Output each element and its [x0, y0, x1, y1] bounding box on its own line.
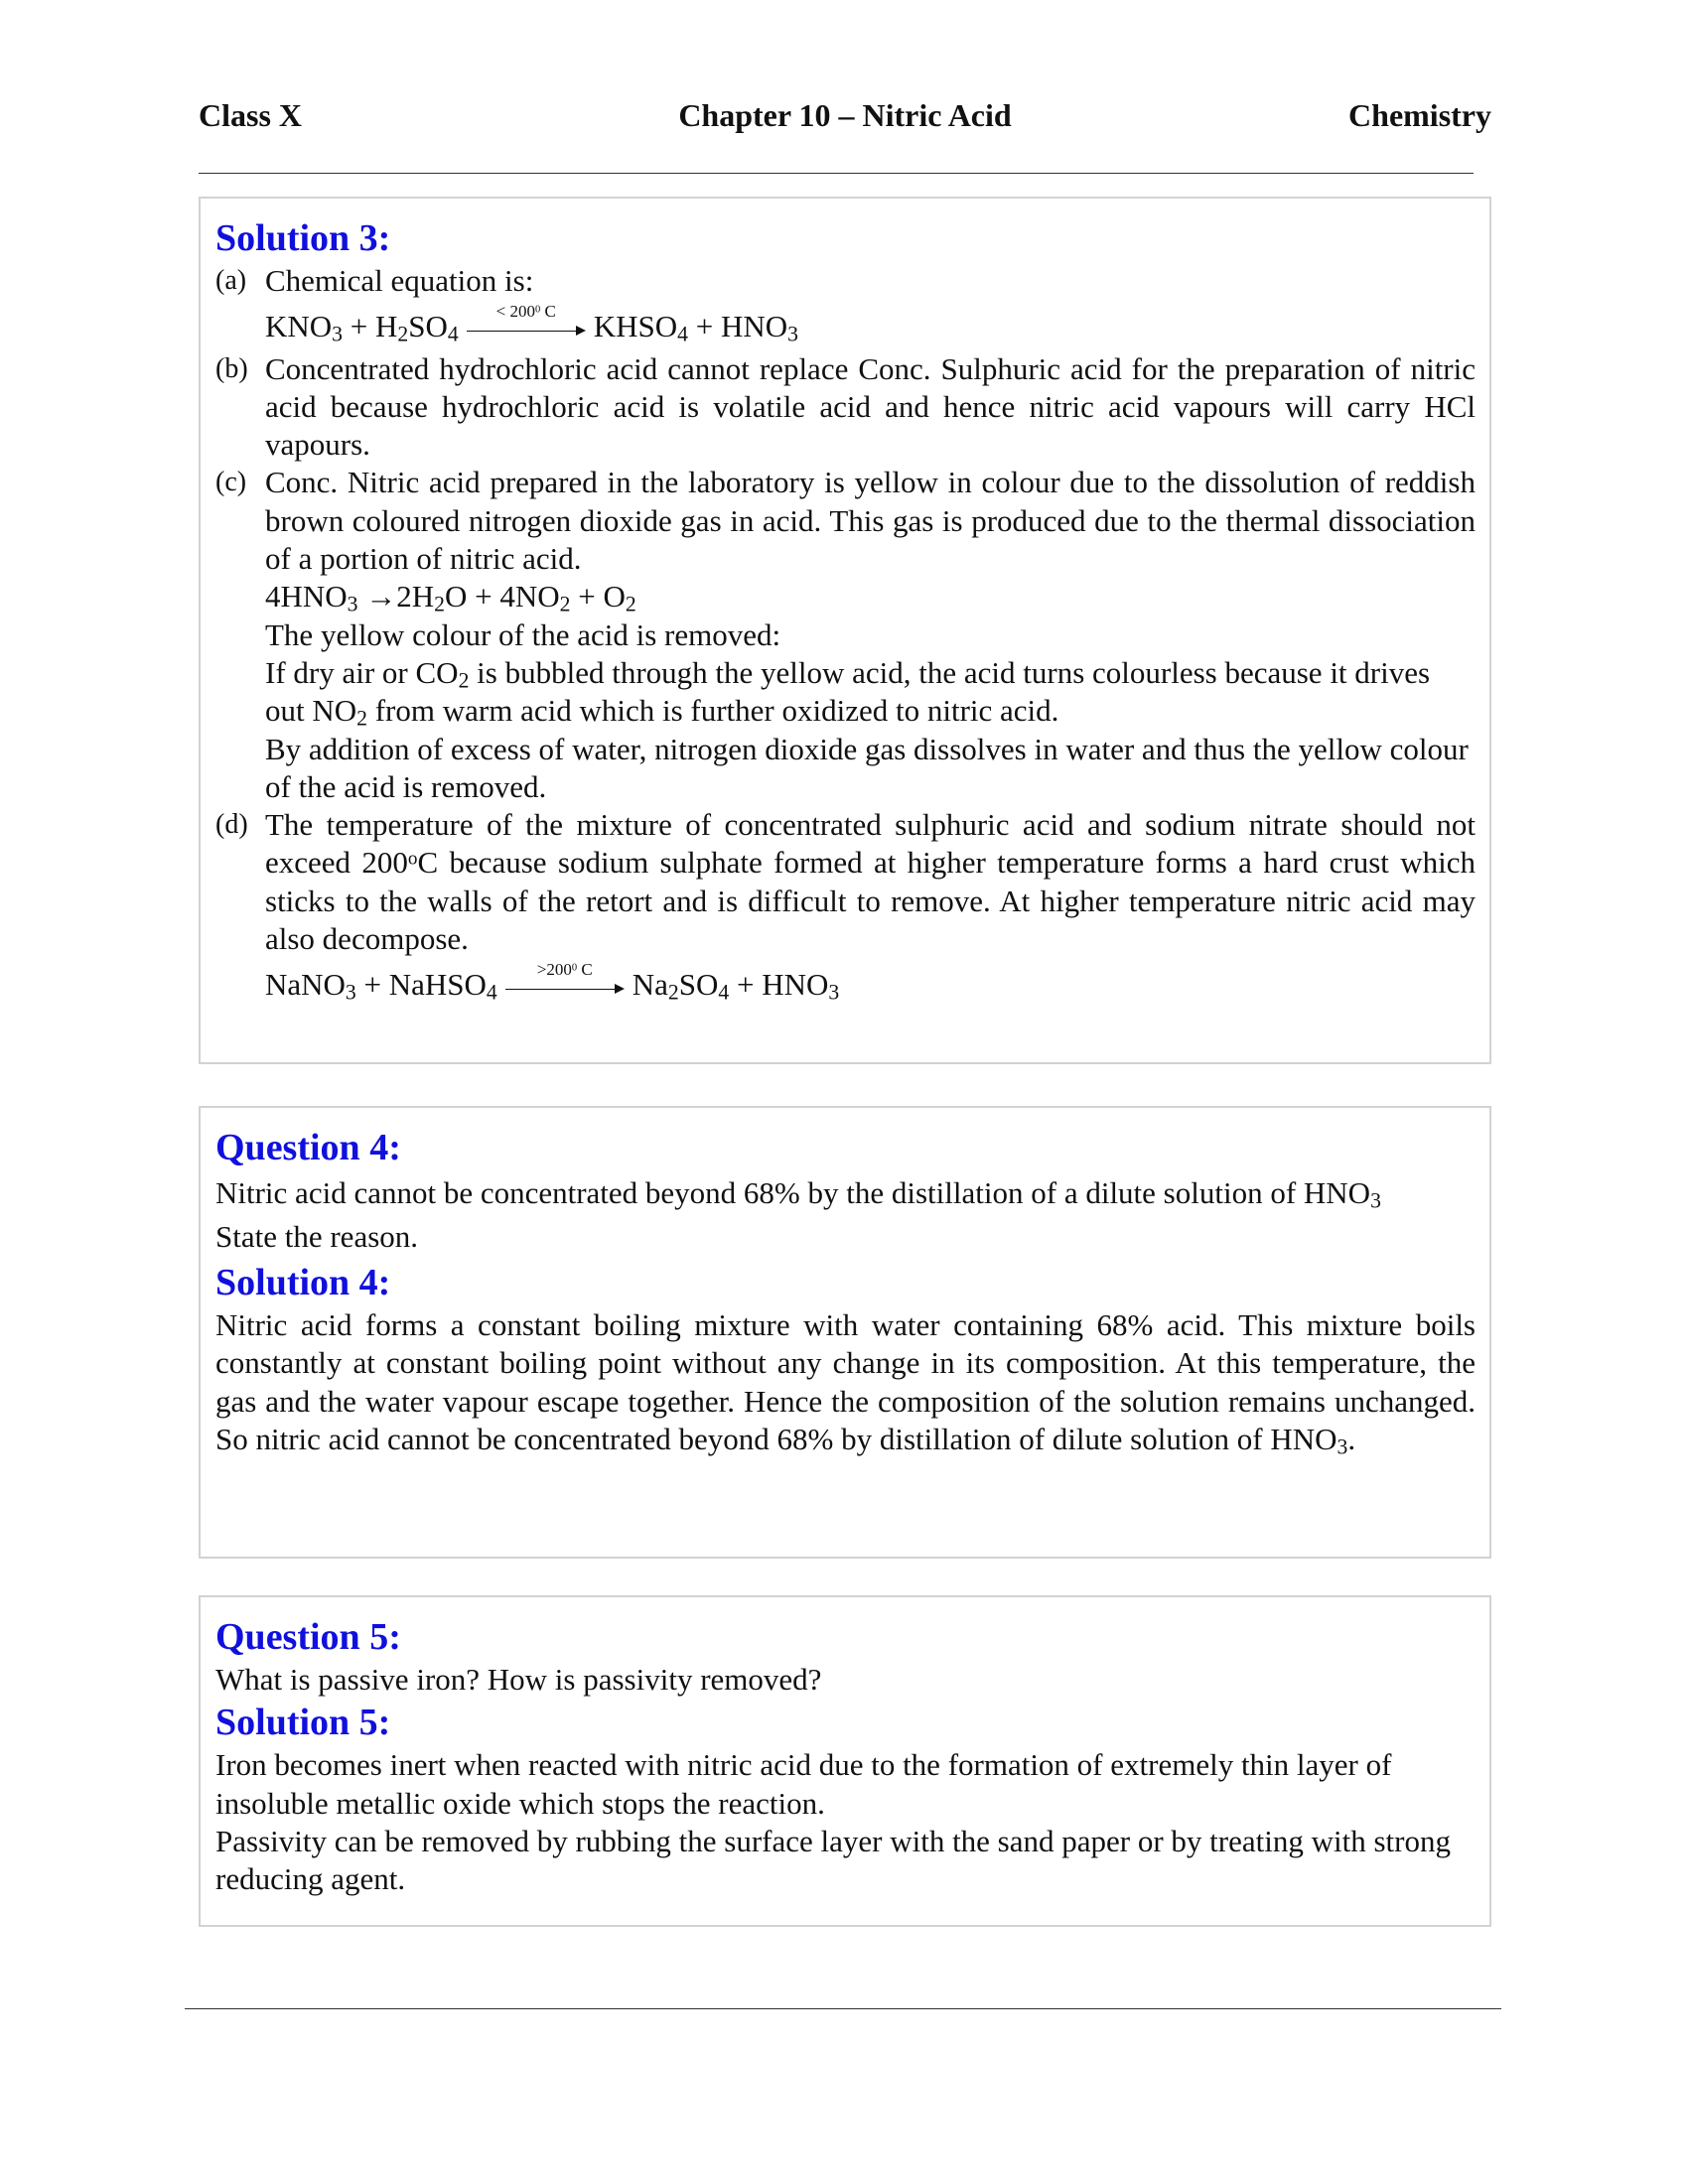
part-a-label: (a): [215, 265, 247, 296]
question-5-box: [199, 1595, 1491, 1927]
header-subject: Chemistry: [1348, 97, 1491, 133]
solution-4-text: Nitric acid forms a constant boiling mixture with water containing 68% acid. This mixture boils constantly at constant boiling point without any change in its composition. At this temperature, the gas and the water vapour escape together. Hence the composition of the solution remains unchanged. So nitric acid cannot be concentrated beyond 68% by distillation of dilute solution of $HNO_3$.: [215, 1307, 1476, 1459]
solution-3-heading: Solution 3:: [215, 217, 391, 259]
solution-5-paragraph-2: Passivity can be removed by rubbing the surface layer with the sand paper or by treating with strong reducing agent.: [215, 1823, 1451, 1897]
page-header: [199, 97, 1491, 143]
part-c-label: (c): [215, 467, 247, 498]
solution-5-heading: Solution 5:: [215, 1702, 391, 1744]
header-chapter: Chapter 10 – Nitric Acid: [678, 97, 1012, 133]
question-4-box: [199, 1106, 1491, 1559]
part-a-text: Chemical equation is:: [265, 263, 534, 298]
question-5-text: What is passive iron? How is passivity removed?: [215, 1662, 822, 1697]
solution-3-part-c: [215, 464, 1476, 806]
solution-3-part-b: [215, 350, 1476, 465]
part-c-text: Conc. Nitric acid prepared in the laboratory is yellow in colour due to the dissolution of reddish brown coloured nitrogen dioxide gas in acid. This gas is produced due to the thermal dissociation of a portion of nitric acid.: [265, 465, 1476, 577]
equation-kno3-h2so4: $KNO_3 + H_2SO_4$ < $200^0$ C $KHSO_4 + HNO_3$: [265, 302, 798, 346]
part-b-text: Concentrated hydrochloric acid cannot replace Conc. Sulphuric acid for the preparation of nitric acid because hydrochloric acid is volatile acid and hence nitric acid vapours will carry HCl vapours.: [265, 350, 1476, 463]
solution-5-paragraph-1: Iron becomes inert when reacted with nitric acid due to the formation of extremely thin layer of insoluble metallic oxide which stops the reaction.: [215, 1747, 1392, 1821]
reaction-arrow-icon: $>200^0$ C: [505, 973, 625, 1003]
question-4-text: Nitric acid cannot be concentrated beyond 68% by the distillation of a dilute solution of $HNO_3$ State the reason.: [215, 1175, 1381, 1254]
solution-4-heading: Solution 4:: [215, 1262, 391, 1303]
equation-hno3-decomposition: $4HNO_3 \to 2H_2O + 4NO_2 + O_2$: [265, 579, 636, 616]
part-d-text: The temperature of the mixture of concentrated sulphuric acid and sodium nitrate should not exceed 200$^o$C because sodium sulphate formed at higher temperature forms a hard crust which sticks to the walls of the retort and is difficult to remove. At higher temperature nitric acid may also decompose.: [265, 807, 1476, 957]
question-5-heading: Question 5:: [215, 1616, 401, 1658]
part-c-dry-air: If dry air or $CO_2$ is bubbled through the yellow acid, the acid turns colourless because it drives out $NO_2$ from warm acid which is further oxidized to nitric acid.: [265, 654, 1431, 731]
solution-3-part-a: [215, 262, 1476, 350]
equation-nano3-nahso4: NaNO$_3$ + NaHSO$_4$ $>200^0$ C $Na_2SO_4 + HNO_3$: [265, 960, 840, 1005]
header-class: Class X: [199, 97, 303, 133]
reaction-arrow-icon: < $200^0$ C: [467, 315, 586, 344]
footer-rule: [185, 2008, 1501, 2009]
header-rule: [199, 173, 1474, 174]
solution-3-part-d: [215, 806, 1476, 1008]
part-d-label: (d): [215, 809, 248, 841]
part-b-label: (b): [215, 352, 248, 384]
question-4-heading: Question 4:: [215, 1127, 401, 1168]
solution-3-box: [199, 197, 1491, 1064]
part-c-water: By addition of excess of water, nitrogen dioxide gas dissolves in water and thus the yellow colour of the acid is removed.: [265, 731, 1469, 804]
part-c-removed-line: The yellow colour of the acid is removed:: [265, 616, 781, 652]
